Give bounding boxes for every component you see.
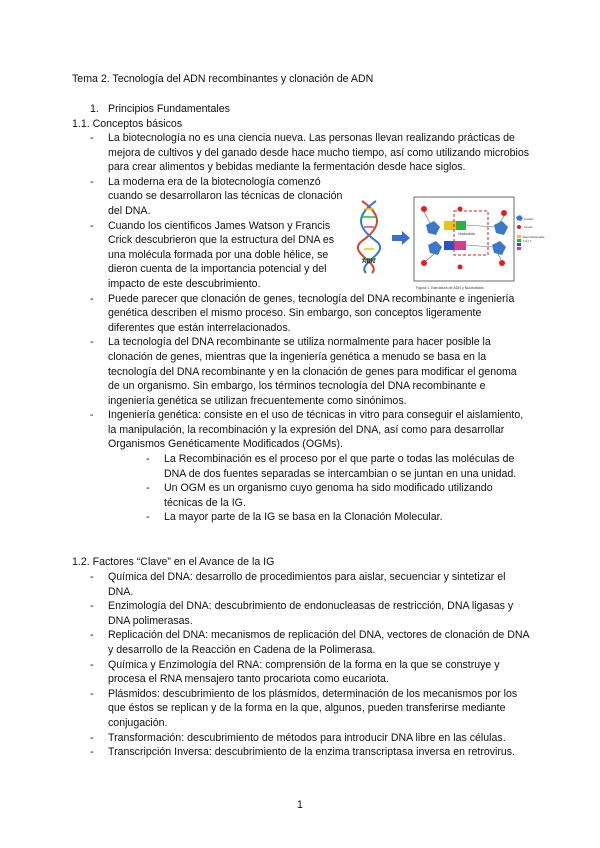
bullet-dash: - [90,731,94,744]
list-item: - Transcripción Inversa: descubrimiento de la enzima transcriptasa inversa en retrovirus. [90,746,516,759]
section-label: Principios Fundamentales [108,103,230,115]
list-item: - La moderna era de la biotecnología comenzó cuando se desarrollaron las técnicas de clonación del DNA. [90,175,343,217]
section-heading-1 [90,102,230,117]
bullet-dash: - [90,746,94,759]
phosphate-icon [421,206,427,212]
bullet-dash: - [146,482,150,495]
list-item: - La tecnología del DNA recombinante se utiliza normalmente para hacer posible la clonación de genes, mientras que la ingeniería genética a menudo se basa en la tecnología del DNA recombinante y en la clonación de genes para modificar el genoma de un organismo. Sin embargo, los términos tecnología del DNA recombinante e ingeniería genética se utilizan frecuentemente como sinónimos. [90,336,517,407]
list-item: - Transformación: descubrimiento de métodos para introducir DNA libre en las células. [90,731,506,744]
concepts-list [90,131,530,525]
figure-caption: Figura 1. Estructura de ADN y Nucleótidos [416,286,484,290]
phosphate-icon [499,260,505,266]
base-cytosine [444,241,454,250]
page-number: 1 [297,799,303,811]
bullet-dash: - [90,219,94,232]
bullet-dash: - [90,658,94,671]
list-item: - Enzimología del DNA: descubrimiento de endonucleasas de restricción, DNA ligasas y DNA polimerasas. [90,600,514,627]
sub-list-item: - Un OGM es un organismo cuyo genoma ha sido modificado utilizando técnicas de la IG. [146,482,493,509]
dna-figure-svg [358,197,545,297]
nucleotide-label: Nucleótido [458,232,475,236]
sub-list [108,452,530,525]
dna-label: ADN [362,259,375,265]
base-guanine [456,221,466,230]
sub-list-item: - La mayor parte de la IG se basa en la Clonación Molecular. [146,511,443,524]
list-item: - La biotecnología no es una ciencia nueva. Las personas llevan realizando prácticas de mejora de cultivos y del ganado desde hace mucho tiempo, así como utilizando microbios para crear alimentos y bebidas mediante la fermentación desde hace siglos. [90,132,530,174]
bullet-dash: - [90,687,94,700]
figure-legend [516,215,545,250]
bullet-dash: - [90,571,94,583]
list-item: - Química y Enzimología del RNA: comprensión de la forma en la que se construye y procesa el RNA mensajero tanto procariota como eucariota. [90,658,500,686]
legend-sugar-icon [516,215,523,221]
subsection-heading-1-1: 1.1. Conceptos básicos [72,118,183,130]
legend-item: Fosfato [524,217,534,221]
list-item: - Puede parecer que clonación de genes, tecnología del DNA recombinante e ingeniería genética describen el mismo proceso. Sin embargo, son conceptos ligeramente diferentes que están interrelacionados. [90,292,515,334]
legend-item: Bases Nitrogenadas [523,236,545,239]
list-item: - Ingeniería genética: consiste en el uso de técnicas in vitro para conseguir el aislamiento, la manipulación, la recombinación y la expresión del DNA, así como para desarrollar Organismos Genéticamente Modificados (OGMs). - La Recombinación es el proceso por el que parte o todas las moléculas de DNA de dos fuentes separadas se intercambian o se juntan en una unidad. - Un OGM es un organismo cuyo genoma ha sido modificado utilizando técnicas de la IG. - La mayor parte de la IG se basa en la Clonación Molecular. [90,408,530,525]
legend-item: A G C T [523,240,532,243]
list-item: - Replicación del DNA: mecanismos de replicación del DNA, vectores de clonación de DNA y desarrollo de la Reacción en Cadena de la Polimerasa. [90,629,530,656]
legend-item: Azúcar [524,225,533,229]
bullet-dash: - [90,132,94,144]
bullet-dash: - [90,175,94,188]
bullet-dash: - [90,336,94,349]
factors-list [90,570,530,760]
list-item: - Cuando los científicos James Watson y Francis Crick descubrieron que la estructura del DNA es una molécula formada por una doble hélice, se dieron cuenta de la importancia potencial y del impacto de este descubrimiento. [90,219,335,290]
sub-list-item: - La Recombinación es el proceso por el que parte o todas las moléculas de DNA de dos fuentes separadas se intercambian o se juntan en una unidad. [146,453,517,480]
base-thymine [454,241,466,250]
bullet-dash: - [90,600,94,613]
phosphate-icon [458,265,463,270]
bullet-dash: - [146,453,150,466]
list-item: - Química del DNA: desarrollo de procedimientos para aislar, secuenciar y sintetizar el DNA. [90,571,506,598]
figure-frame [414,197,514,281]
bullet-dash: - [90,292,94,305]
subsection-heading-1-2: 1.2. Factores “Clave” en el Avance de la IG [72,556,275,568]
legend-phosphate-icon [517,225,521,229]
section-number: 1. [90,103,99,115]
list-item: - Plásmidos: descubrimiento de los plásmidos, determinación de los mecanismos por los que éstos se replican y de la forma en la que, algunos, pueden transferirse mediante conjugación. [90,687,518,729]
bullet-dash: - [146,511,150,524]
document-title: Tema 2. Tecnología del ADN recombinantes y clonación de ADN [72,73,374,85]
bullet-dash: - [90,629,94,642]
dna-figure [358,197,545,297]
bullet-dash: - [90,409,94,422]
phosphate-icon [501,210,507,216]
arrow-icon [392,231,410,245]
